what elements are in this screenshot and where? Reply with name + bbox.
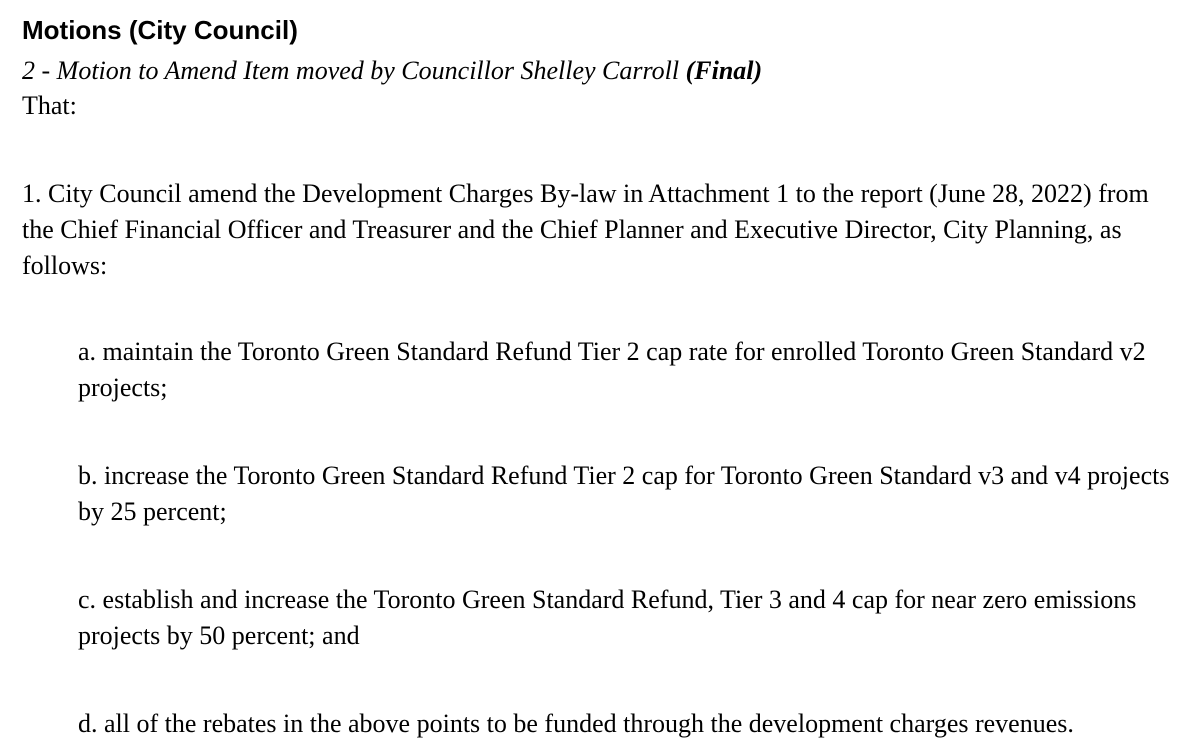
motion-intro: That: xyxy=(22,91,77,120)
motion-title: 2 - Motion to Amend Item moved by Councillor Shelley Carroll xyxy=(22,56,680,85)
motion-status: (Final) xyxy=(685,56,763,85)
motion-document xyxy=(22,12,1182,742)
motion-paragraph-1: 1. City Council amend the Development Charges By-law in Attachment 1 to the report (June 28, 2022) from the Chief Financial Officer and Treasurer and the Chief Planner and Executive Director, City Planning, as follows: xyxy=(22,179,1149,280)
subitem-c: c. establish and increase the Toronto Green Standard Refund, Tier 3 and 4 cap for near zero emissions projects by 50 percent; and xyxy=(78,585,1137,650)
motion-title-line xyxy=(22,52,1182,90)
subitem-a: a. maintain the Toronto Green Standard Refund Tier 2 cap rate for enrolled Toronto Green Standard v2 projects; xyxy=(78,337,1146,402)
section-heading: Motions (City Council) xyxy=(22,15,298,45)
subitem-d: d. all of the rebates in the above points to be funded through the development charges revenues. xyxy=(78,709,1074,738)
subitem-b: b. increase the Toronto Green Standard Refund Tier 2 cap for Toronto Green Standard v3 and v4 projects by 25 percent; xyxy=(78,461,1170,526)
